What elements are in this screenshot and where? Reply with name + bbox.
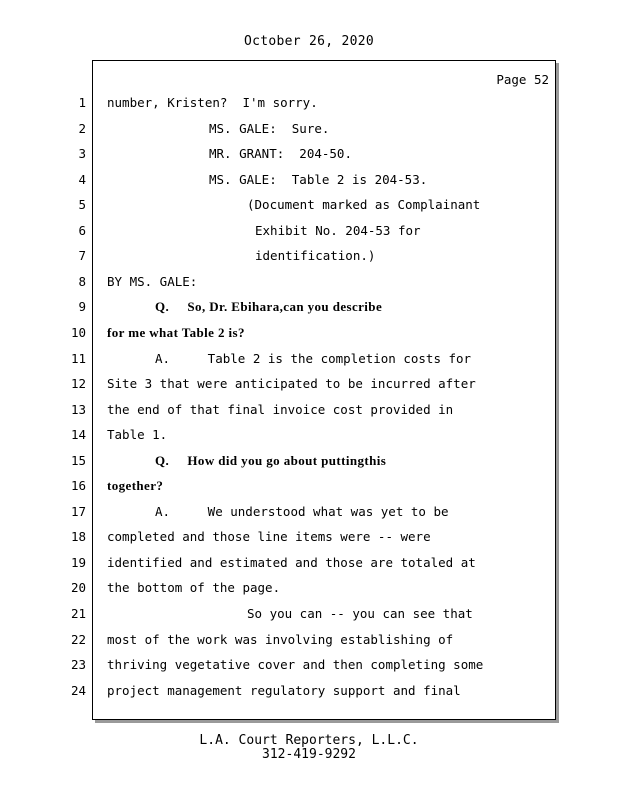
line-text: thriving vegetative cover and then completing some xyxy=(107,657,484,672)
line-text: Q. How did you go about puttingthis xyxy=(155,453,387,468)
line-number: 22 xyxy=(70,632,86,647)
line-number: 4 xyxy=(78,172,86,187)
line-number: 17 xyxy=(70,504,86,519)
line-text: most of the work was involving establishing of xyxy=(107,632,454,647)
line-number: 24 xyxy=(70,683,86,698)
line-number: 11 xyxy=(70,351,86,366)
line-text: project management regulatory support and final xyxy=(107,683,461,698)
line-number: 18 xyxy=(70,529,86,544)
page-number: Page 52 xyxy=(496,72,549,87)
reporter-company: L.A. Court Reporters, L.L.C. xyxy=(199,733,419,748)
line-text: Exhibit No. 204-53 for xyxy=(255,223,421,238)
line-text: for me what Table 2 is? xyxy=(107,325,245,340)
line-number: 20 xyxy=(70,580,86,595)
line-number: 15 xyxy=(70,453,86,468)
line-text: MS. GALE: Table 2 is 204-53. xyxy=(209,172,428,187)
line-number: 23 xyxy=(70,657,86,672)
line-text: So you can -- you can see that xyxy=(247,606,473,621)
line-text: the bottom of the page. xyxy=(107,580,281,595)
line-text: BY MS. GALE: xyxy=(107,274,198,289)
line-text: together? xyxy=(107,478,164,493)
line-number: 14 xyxy=(70,427,86,442)
line-text: number, Kristen? I'm sorry. xyxy=(107,95,318,110)
line-number: 21 xyxy=(70,606,86,621)
line-text: (Document marked as Complainant xyxy=(247,197,481,212)
line-number: 1 xyxy=(78,95,86,110)
line-text: MR. GRANT: 204-50. xyxy=(209,146,352,161)
line-text: Table 1. xyxy=(107,427,168,442)
line-text: Q. So, Dr. Ebihara,can you describe xyxy=(155,299,383,314)
line-text: identified and estimated and those are totaled at xyxy=(107,555,476,570)
line-text: completed and those line items were -- were xyxy=(107,529,431,544)
line-number: 9 xyxy=(78,299,86,314)
line-number: 10 xyxy=(70,325,86,340)
line-text: A. Table 2 is the completion costs for xyxy=(155,351,472,366)
transcript-date: October 26, 2020 xyxy=(243,34,375,49)
line-number: 7 xyxy=(78,248,86,263)
line-number: 8 xyxy=(78,274,86,289)
line-text: MS. GALE: Sure. xyxy=(209,121,330,136)
line-text: the end of that final invoice cost provided in xyxy=(107,402,454,417)
line-number: 2 xyxy=(78,121,86,136)
line-number: 13 xyxy=(70,402,86,417)
line-text: Site 3 that were anticipated to be incurred after xyxy=(107,376,476,391)
line-text: A. We understood what was yet to be xyxy=(155,504,449,519)
line-number: 12 xyxy=(70,376,86,391)
line-number: 19 xyxy=(70,555,86,570)
line-number: 3 xyxy=(78,146,86,161)
line-text: identification.) xyxy=(255,248,376,263)
line-number: 16 xyxy=(70,478,86,493)
reporter-phone: 312-419-9292 xyxy=(262,747,356,762)
line-number: 6 xyxy=(78,223,86,238)
line-number: 5 xyxy=(78,197,86,212)
